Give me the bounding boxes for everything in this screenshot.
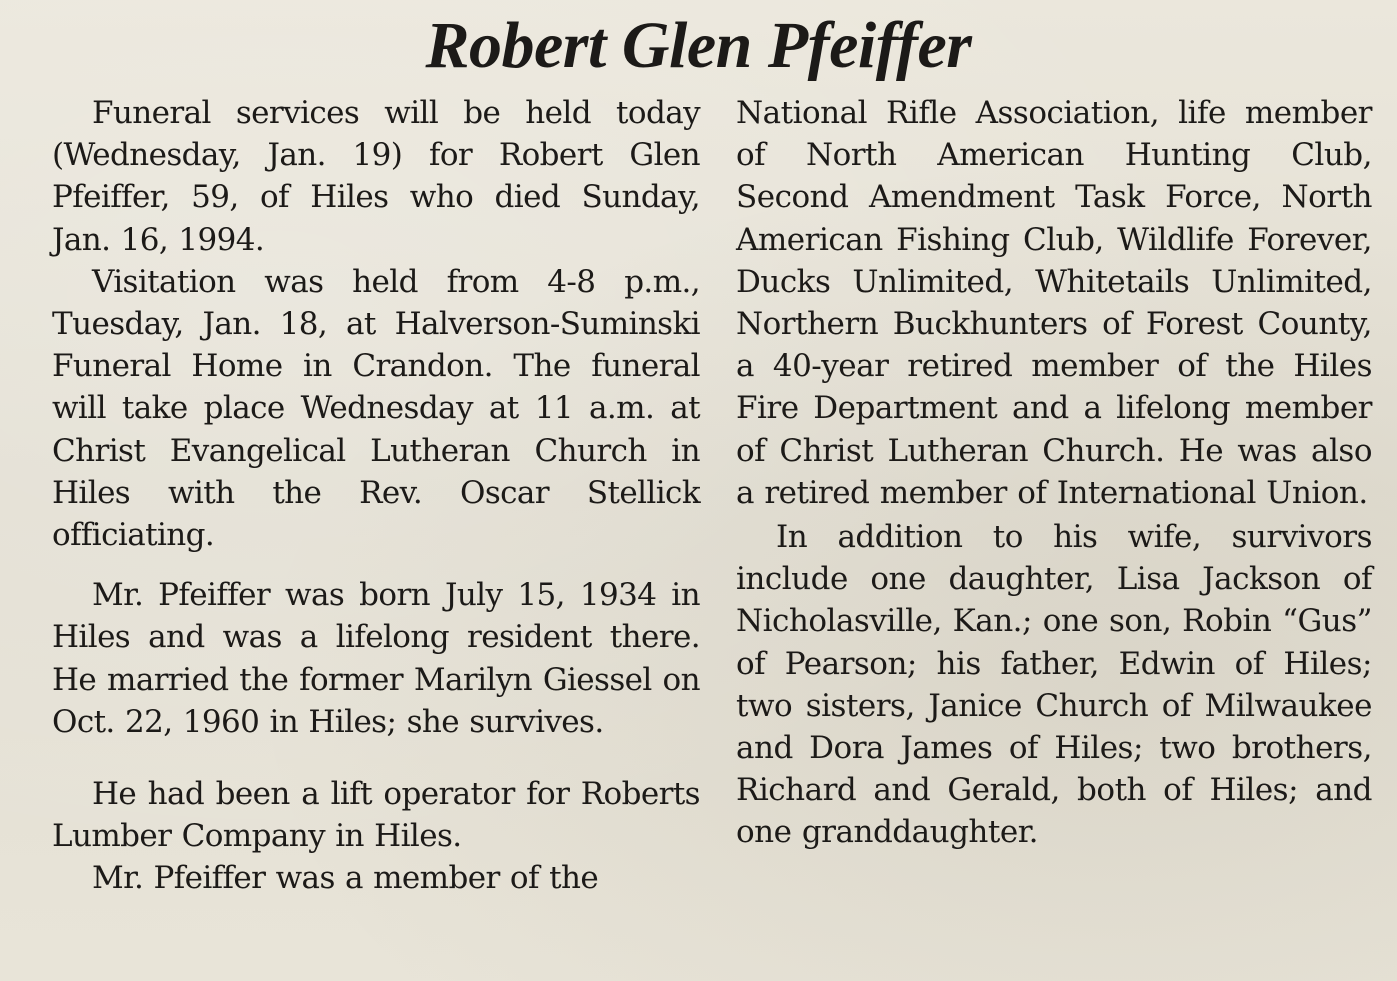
paragraph-occupation: He had been a lift operator for Roberts Lumber Company in Hiles. — [52, 776, 700, 855]
right-column — [736, 92, 1372, 854]
paragraph-survivors: In addition to his wife, survivors include one daughter, Lisa Jackson of Nicholasville, Kan.; one son, Robin “Gus” of Pearson; his father, Edwin of Hiles; two sisters, Janice Church of Milwaukee and Dora James of Hiles; two brothers, Richard and Gerald, both of Hiles; and one granddaughter. — [736, 519, 1372, 851]
paragraph-memberships-continued: National Rifle Association, life member of North American Hunting Club, Second Amendment Task Force, North American Fishing Club, Wildlife Forever, Ducks Unlimited, Whitetails Unlimited, Northern Buckhunters of Forest County, a 40-year retired member of the Hiles Fire Department and a lifelong member of Christ Lutheran Church. He was also a retired member of International Union. — [736, 95, 1372, 511]
paragraph-funeral-services: Funeral services will be held today (Wednesday, Jan. 19) for Robert Glen Pfeiffer, 59, of Hiles who died Sunday, Jan. 16, 1994. — [52, 95, 700, 258]
obituary-title: Robert Glen Pfeiffer — [425, 9, 972, 82]
paragraph-visitation: Visitation was held from 4-8 p.m., Tuesday, Jan. 18, at Halverson-Suminski Funeral Home in Crandon. The funeral will take place Wednesday at 11 a.m. at Christ Evangelical Lutheran Church in Hiles with the Rev. Oscar Stellick officiating. — [52, 263, 700, 554]
paragraph-birth-marriage: Mr. Pfeiffer was born July 15, 1934 in Hiles and was a lifelong resident there. He married the former Marilyn Giessel on Oct. 22, 1960 in Hiles; she survives. — [52, 577, 700, 740]
paragraph-memberships-start: Mr. Pfeiffer was a member of the — [92, 860, 599, 897]
left-column — [52, 92, 700, 900]
